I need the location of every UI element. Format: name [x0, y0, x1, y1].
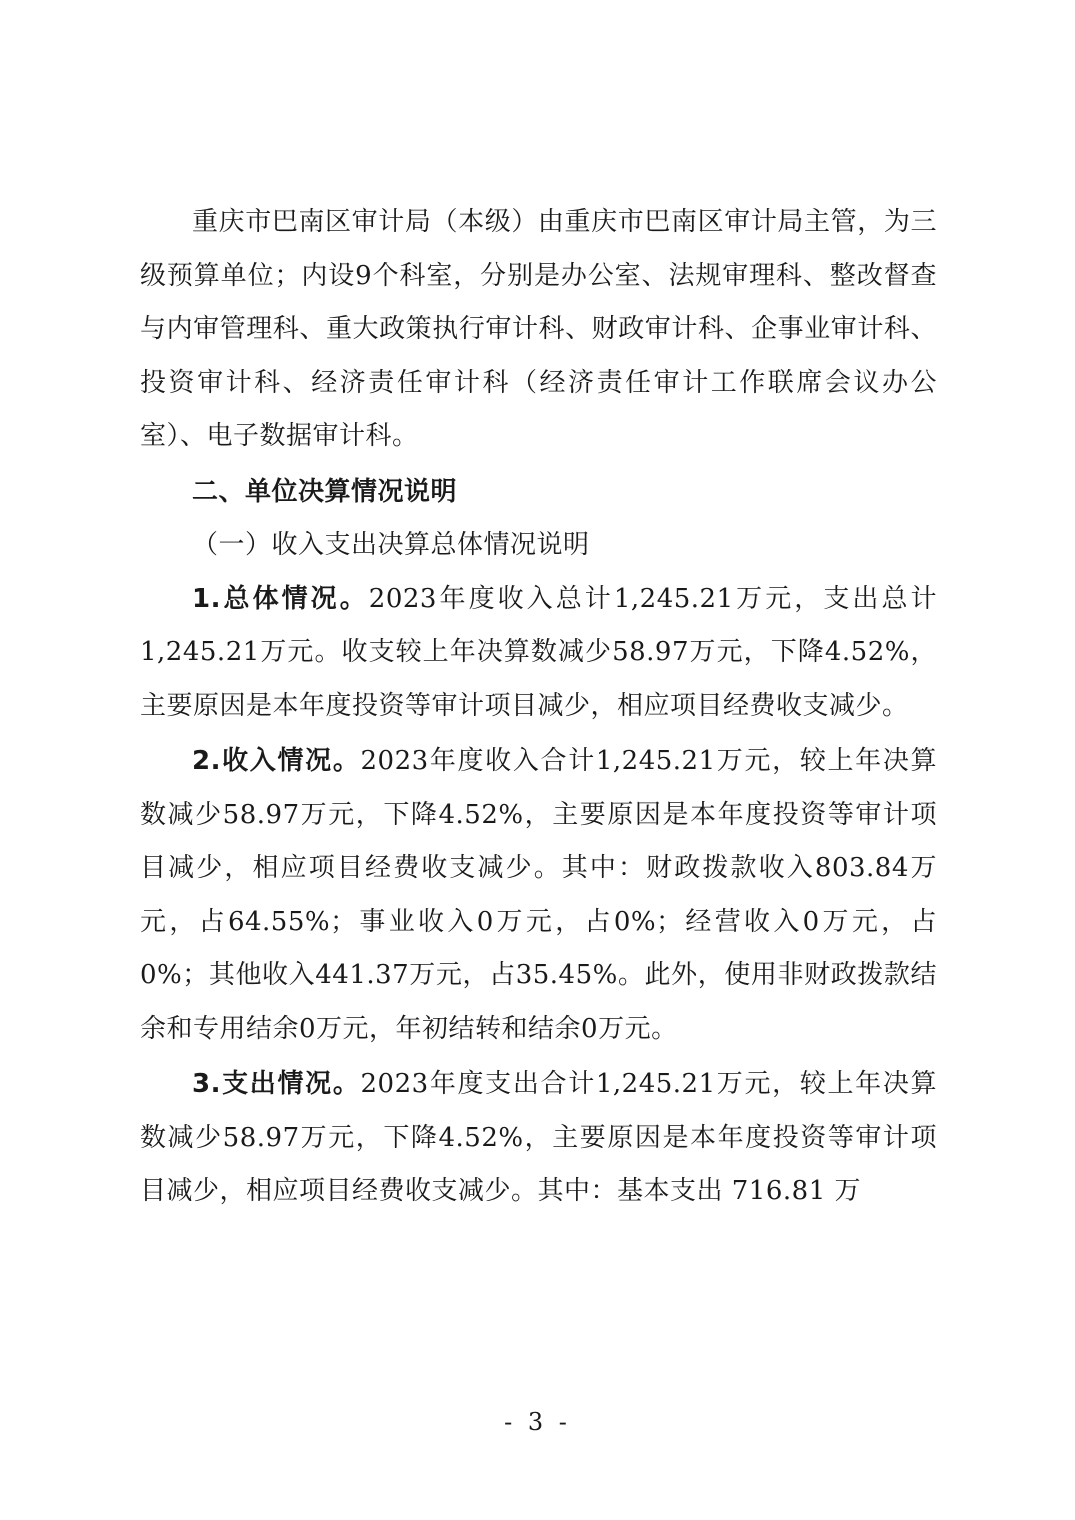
document-body: [140, 196, 937, 1219]
income-text: 2023年度收入合计1,245.21万元，较上年决算数减少58.97万元，下降4.52%，主要原因是本年度投资等审计项目减少，相应项目经费收支减少。其中：财政拨款收入803.84万元，占64.55%；事业收入0万元，占0%；经营收入0万元，占0%；其他收入441.37万元，占35.45%。此外，使用非财政拨款结余和专用结余0万元，年初结转和结余0万元。: [140, 746, 938, 1044]
income-lead: 2.收入情况。: [192, 746, 361, 776]
page-number: - 3 -: [504, 1408, 571, 1436]
income-paragraph: [140, 735, 937, 1056]
intro-paragraph: 重庆市巴南区审计局（本级）由重庆市巴南区审计局主管，为三级预算单位；内设9个科室，分别是办公室、法规审理科、整改督查与内审管理科、重大政策执行审计科、财政审计科、企事业审计科、投资审计科、经济责任审计科（经济责任审计工作联席会议办公室）、电子数据审计科。: [140, 207, 937, 451]
expense-paragraph: [140, 1058, 937, 1219]
overall-paragraph: [140, 573, 937, 734]
subsection-heading: （一）收入支出决算总体情况说明: [192, 530, 590, 560]
expense-text: 2023年度支出合计1,245.21万元，较上年决算数减少58.97万元，下降4.52%，主要原因是本年度投资等审计项目减少，相应项目经费收支减少。其中：基本支出 716.81 万: [140, 1069, 938, 1206]
section-heading: 二、单位决算情况说明: [192, 476, 458, 507]
overall-lead: 1.总体情况。: [192, 583, 369, 614]
expense-lead: 3.支出情况。: [192, 1069, 361, 1099]
overall-text: 2023年度收入总计1,245.21万元，支出总计1,245.21万元。收支较上年决算数减少58.97万元，下降4.52%，主要原因是本年度投资等审计项目减少，相应项目经费收支减少。: [140, 583, 938, 721]
